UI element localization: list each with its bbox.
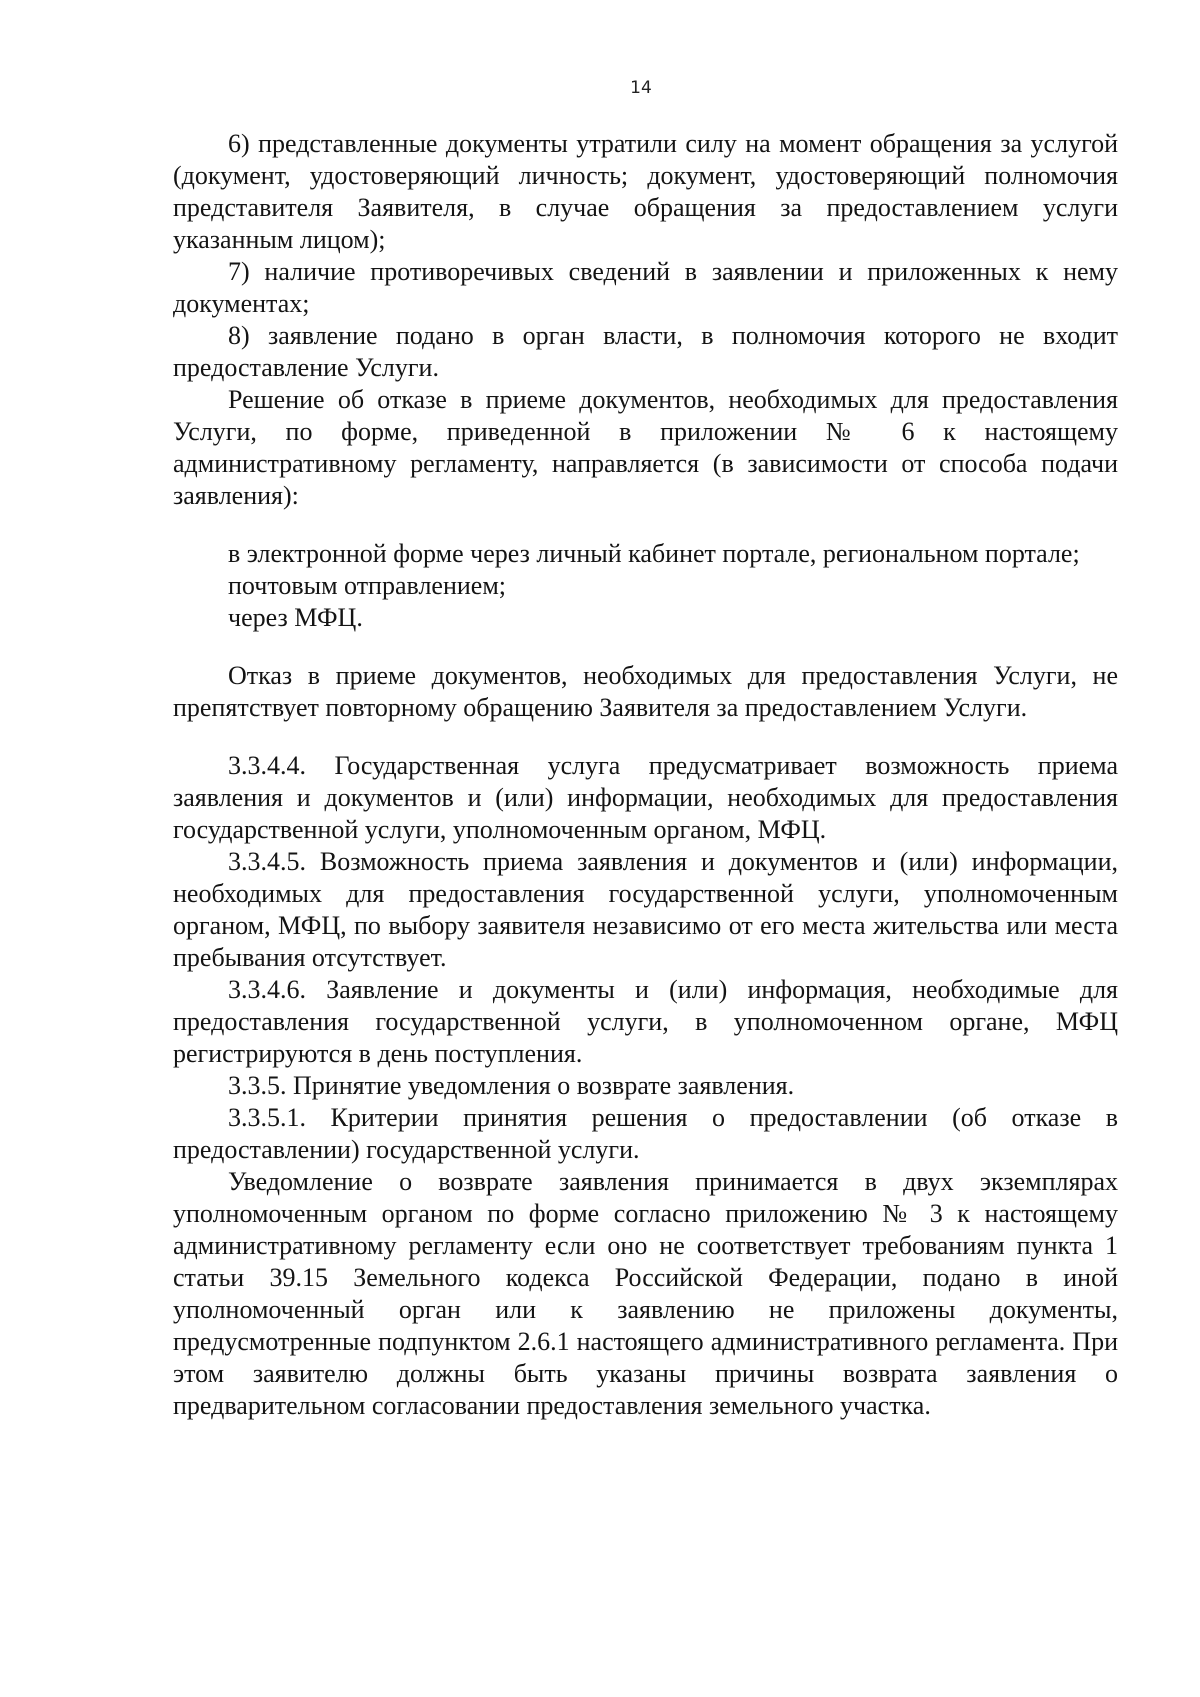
paragraph-item-6: 6) представленные документы утратили силу на момент обращения за услугой (документ, удостоверяющий личность; документ, удостоверяющий полномочия представителя Заявителя, в случае обращения за предоставлением услуги указанным лицом); [173, 129, 1118, 254]
paragraph-item-7: 7) наличие противоречивых сведений в заявлении и приложенных к нему документах; [173, 257, 1118, 318]
paragraph-method-post: почтовым отправлением; [228, 571, 507, 600]
paragraph-3-3-5-1: 3.3.5.1. Критерии принятия решения о предоставлении (об отказе в предоставлении) государственной услуги. [173, 1103, 1118, 1164]
paragraph-method-mfc: через МФЦ. [228, 603, 363, 632]
paragraph-3-3-5: 3.3.5. Принятие уведомления о возврате заявления. [228, 1071, 795, 1100]
paragraph-method-electronic: в электронной форме через личный кабинет портале, региональном портале; [228, 539, 1080, 568]
paragraph-item-8: 8) заявление подано в орган власти, в полномочия которого не входит предоставление Услуги. [173, 321, 1118, 382]
document-body [173, 128, 1118, 1422]
paragraph-refusal-decision: Решение об отказе в приеме документов, необходимых для предоставления Услуги, по форме, приведенной в приложении № 6 к настоящему административному регламенту, направляется (в зависимости от способа подачи заявления): [173, 385, 1118, 510]
paragraph-refusal-not-obstacle: Отказ в приеме документов, необходимых для предоставления Услуги, не препятствует повторному обращению Заявителя за предоставлением Услуги. [173, 661, 1118, 722]
page-number: 14 [630, 78, 652, 98]
paragraph-3-3-4-5: 3.3.4.5. Возможность приема заявления и документов и (или) информации, необходимых для предоставления государственной услуги, уполномоченным органом, МФЦ, по выбору заявителя независимо от его места жительства или места пребывания отсутствует. [173, 847, 1118, 972]
paragraph-3-3-4-4: 3.3.4.4. Государственная услуга предусматривает возможность приема заявления и документов и (или) информации, необходимых для предоставления государственной услуги, уполномоченным органом, МФЦ. [173, 751, 1118, 844]
paragraph-3-3-4-6: 3.3.4.6. Заявление и документы и (или) информация, необходимые для предоставления государственной услуги, в уполномоченном органе, МФЦ регистрируются в день поступления. [173, 975, 1118, 1068]
paragraph-return-notice: Уведомление о возврате заявления принимается в двух экземплярах уполномоченным органом по форме согласно приложению № 3 к настоящему административному регламенту если оно не соответствует требованиям пункта 1 статьи 39.15 Земельного кодекса Российской Федерации, подано в иной уполномоченный орган или к заявлению не приложены документы, предусмотренные подпунктом 2.6.1 настоящего административного регламента. При этом заявителю должны быть указаны причины возврата заявления о предварительном согласовании предоставления земельного участка. [173, 1167, 1118, 1420]
